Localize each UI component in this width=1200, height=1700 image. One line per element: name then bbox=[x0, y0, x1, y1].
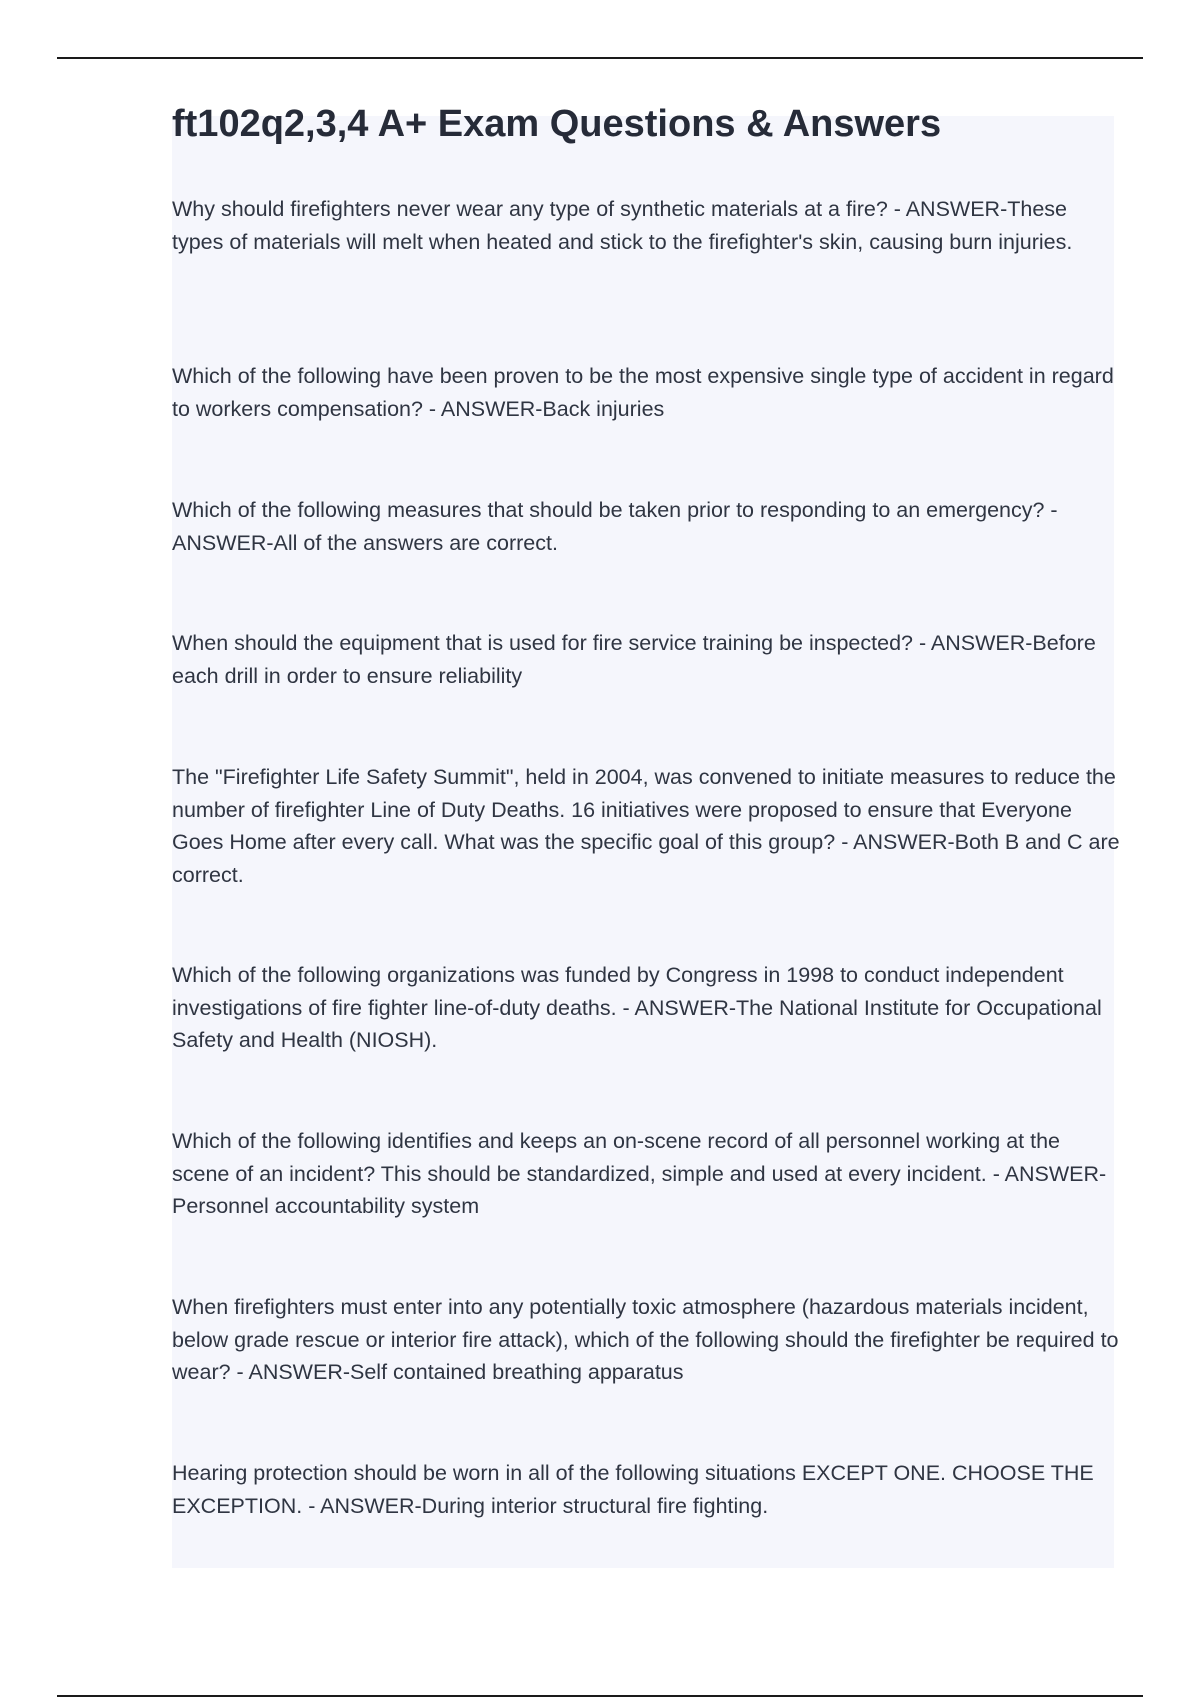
document-title: ft102q2,3,4 A+ Exam Questions & Answers bbox=[172, 103, 942, 145]
qa-item-5: The "Firefighter Life Safety Summit", held in 2004, was convened to initiate measures to reduce the number of firefighter Line of Duty Deaths. 16 initiatives were proposed to ensure that Everyone Goes Home after every call. What was the specific goal of this group? - ANSWER-Both B and C are correct. bbox=[172, 765, 1120, 887]
qa-item-8: When firefighters must enter into any potentially toxic atmosphere (hazardous materials incident, below grade rescue or interior fire attack), which of the following should the firefighter be required to wear? - ANSWER-Self contained breathing apparatus bbox=[172, 1295, 1119, 1384]
qa-item-9: Hearing protection should be worn in all of the following situations EXCEPT ONE. CHOOSE THE EXCEPTION. - ANSWER-During interior structural fire fighting. bbox=[172, 1461, 1094, 1518]
qa-item-3: Which of the following measures that should be taken prior to responding to an emergency? - ANSWER-All of the answers are correct. bbox=[172, 498, 1058, 555]
qa-item-1: Why should firefighters never wear any type of synthetic materials at a fire? - ANSWER-These types of materials will melt when heated and stick to the firefighter's skin, causing burn injuries. bbox=[172, 197, 1073, 254]
bottom-rule bbox=[57, 1695, 1143, 1697]
qa-item-4: When should the equipment that is used for fire service training be inspected? - ANSWER-Before each drill in order to ensure reliability bbox=[172, 631, 1096, 688]
qa-item-7: Which of the following identifies and keeps an on-scene record of all personnel working at the scene of an incident? This should be standardized, simple and used at every incident. - ANSWER-Personnel accountability system bbox=[172, 1129, 1107, 1218]
qa-item-6: Which of the following organizations was funded by Congress in 1998 to conduct independent investigations of fire fighter line-of-duty deaths. - ANSWER-The National Institute for Occupational Safety and Health (NIOSH). bbox=[172, 963, 1102, 1052]
qa-item-2: Which of the following have been proven to be the most expensive single type of accident in regard to workers compensation? - ANSWER-Back injuries bbox=[172, 364, 1114, 421]
top-rule bbox=[57, 57, 1143, 59]
